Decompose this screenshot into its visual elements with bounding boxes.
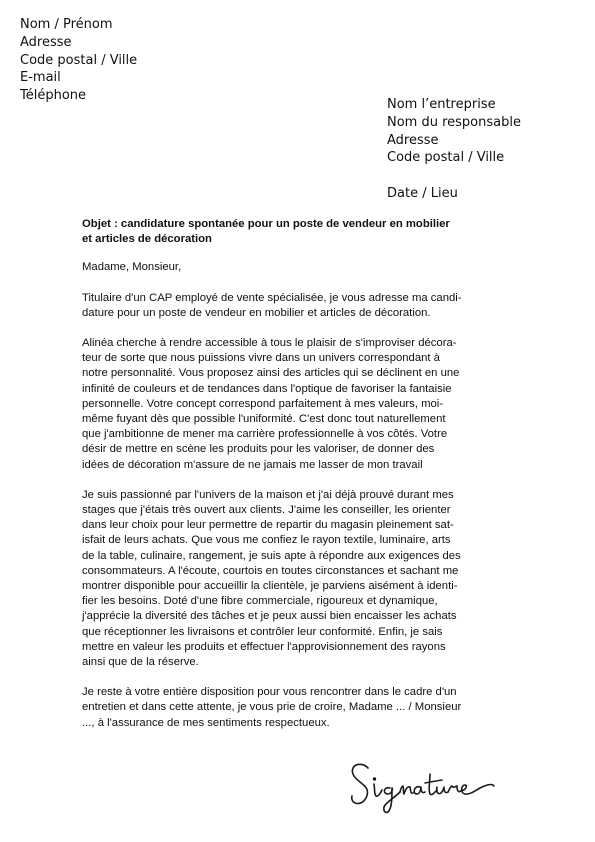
- paragraph-line: montrer disponible pour accueillir la clientèle, je parviens aisément à identi-: [82, 580, 458, 593]
- paragraph-line: entretien et dans cette attente, je vous prie de croire, Madame ... / Monsieur: [82, 701, 462, 714]
- subject-line-text: et articles de décoration: [82, 233, 212, 246]
- recipient-postal-city: Code postal / Ville: [387, 150, 505, 166]
- paragraph-skills: [82, 488, 522, 670]
- paragraph-line: j'apprécie la diversité des tâches et je peux aussi bien encaisser les achats: [82, 610, 457, 623]
- paragraph-line: consommateurs. A l'écoute, courtois en toutes circonstances et sachant me: [82, 564, 459, 577]
- sender-email: E-mail: [20, 70, 61, 86]
- recipient-address: Adresse: [387, 132, 439, 148]
- paragraph-line: dans leur choix pour leur permettre de repartir du magasin pleinement sat-: [82, 519, 454, 532]
- paragraph-line: Je reste à votre entière disposition pour vous rencontrer dans le cadre d'un: [82, 686, 457, 699]
- paragraph-line: notre personnalité. Vous proposez ainsi des articles qui se déclinent en une: [82, 367, 460, 380]
- paragraph-line: que j'ambitionne de mener ma carrière professionnelle à vos côtés. Votre: [82, 428, 448, 441]
- sender-address: Adresse: [20, 34, 72, 50]
- paragraph-line: désir de mettre en scène les produits pour les valoriser, de donner des: [82, 443, 435, 456]
- subject-line-text: Objet : candidature spontanée pour un poste de vendeur en mobilier: [82, 218, 450, 230]
- paragraph-company: [82, 336, 522, 473]
- paragraph-closing: [82, 685, 522, 731]
- paragraph-line: infinité de couleurs et de tendances dans l'optique de favoriser la fantaisie: [82, 382, 452, 395]
- paragraph-line: stages que j'étais très ouvert aux clients. J'aime les conseiller, les orienter: [82, 504, 451, 517]
- sender-name: Nom / Prénom: [20, 17, 113, 32]
- paragraph-line: fier les besoins. Doté d'une fibre commerciale, rigoureux et dynamique,: [82, 595, 438, 608]
- paragraph-line: personnelle. Votre concept correspond parfaitement à mes valeurs, moi-: [82, 397, 444, 410]
- recipient-company: Nom l’entreprise: [387, 97, 496, 112]
- paragraph-line: isfait de leurs achats. Que vous me confiez le rayon textile, luminaire, arts: [82, 534, 451, 547]
- paragraph-line: idées de décoration m'assure de ne jamais me lasser de mon travail: [82, 458, 423, 471]
- paragraph-line: Je suis passionné par l'univers de la maison et j'ai déjà prouvé durant mes: [82, 488, 454, 501]
- recipient-manager: Nom du responsable: [387, 114, 521, 130]
- sender-phone: Téléphone: [20, 88, 87, 104]
- paragraph-line: dature pour un poste de vendeur en mobilier et articles de décoration.: [82, 306, 431, 319]
- paragraph-line: ..., à l'assurance de mes sentiments respectueux.: [82, 716, 330, 729]
- paragraph-line: teur de sorte que nous puissions vivre dans un univers correspondant à: [82, 352, 440, 365]
- paragraph-line: que réceptionner les livraisons et contrôler leur conformité. Enfin, je sais: [82, 625, 443, 638]
- letter-body: [82, 217, 522, 746]
- date-place: Date / Lieu: [387, 186, 458, 201]
- paragraph-line: même fuyant dès que possible l'uniformité. C'est donc tout naturellement: [82, 413, 446, 426]
- recipient-block: [387, 96, 521, 167]
- paragraph-line: de la table, culinaire, rangement, je suis apte à répondre aux exigences des: [82, 549, 461, 562]
- paragraph-line: Alinéa cherche à rendre accessible à tous le plaisir de s'improviser décora-: [82, 337, 457, 350]
- sender-postal-city: Code postal / Ville: [20, 52, 138, 68]
- handwritten-signature: [346, 750, 496, 816]
- paragraph-line: mettre en valeur les produits et effectuer l'approvisionnement des rayons: [82, 640, 446, 653]
- paragraph-line: Titulaire d'un CAP employé de vente spécialisée, je vous adresse ma candi-: [82, 291, 462, 304]
- subject-line: [82, 217, 522, 247]
- paragraph-line: ainsi que de la réserve.: [82, 656, 199, 669]
- sender-block: [20, 16, 137, 105]
- salutation: Madame, Monsieur,: [82, 261, 182, 274]
- paragraph-intro: [82, 291, 522, 321]
